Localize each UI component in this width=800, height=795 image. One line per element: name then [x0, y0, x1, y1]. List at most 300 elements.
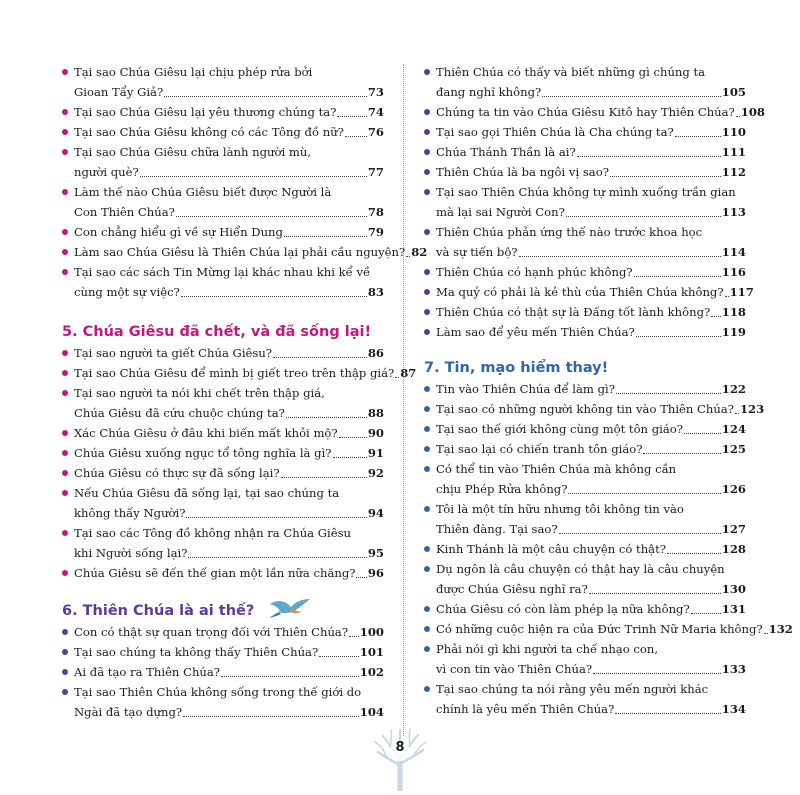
dot-leader — [406, 256, 410, 257]
toc-entry-title: Làm sao để yêu mến Thiên Chúa? — [436, 325, 635, 339]
bullet-icon — [424, 566, 430, 572]
toc-page-number: 95 — [367, 546, 384, 560]
bullet-icon — [62, 390, 68, 396]
toc-entry-line — [436, 202, 746, 222]
toc-entry[interactable] — [424, 302, 746, 322]
toc-entry[interactable] — [62, 662, 384, 682]
toc-entry-title: Tin vào Thiên Chúa để làm gì? — [436, 382, 615, 396]
page-number: 8 — [395, 740, 405, 755]
bullet-icon — [62, 490, 68, 496]
toc-entry[interactable] — [424, 459, 746, 499]
dot-leader — [725, 296, 729, 297]
toc-entry-title: Ai đã tạo ra Thiên Chúa? — [74, 665, 221, 679]
toc-page-number: 76 — [367, 125, 384, 139]
dot-leader — [559, 533, 721, 534]
toc-entry-title: Tại sao người ta nói khi chết trên thập giá, — [74, 386, 325, 400]
bullet-icon — [424, 69, 430, 75]
dot-leader — [319, 656, 359, 657]
toc-entry-title: Thiên đàng. Tại sao? — [436, 522, 558, 536]
dot-leader — [221, 676, 359, 677]
toc-entry-line — [74, 142, 384, 162]
dot-leader — [349, 636, 359, 637]
bullet-icon — [62, 470, 68, 476]
toc-page-number: 100 — [359, 625, 384, 639]
toc-entry[interactable] — [62, 483, 384, 523]
toc-entry[interactable] — [62, 182, 384, 222]
toc-entry-line — [436, 539, 746, 559]
toc-entry-title: không thấy Người? — [74, 506, 186, 520]
toc-page-number: 94 — [367, 506, 384, 520]
toc-entry-title: Tại sao có những người không tin vào Thiên Chúa? — [436, 402, 734, 416]
toc-entry-line — [436, 599, 746, 619]
toc-page-number: 126 — [721, 482, 746, 496]
toc-entry-title: Tại sao Thiên Chúa không tự mình xuống trần gian — [436, 185, 736, 199]
toc-entry[interactable] — [424, 379, 746, 399]
right-column — [424, 62, 793, 719]
toc-entry-line — [74, 282, 384, 302]
toc-entry[interactable] — [62, 443, 384, 463]
toc-page-number: 125 — [721, 442, 746, 456]
toc-entry[interactable] — [62, 642, 384, 662]
dot-leader — [616, 393, 721, 394]
section-7-title: 7. Tin, mạo hiểm thay! — [424, 360, 609, 376]
dot-leader — [736, 116, 740, 117]
toc-entry[interactable] — [62, 463, 384, 483]
toc-entry-line — [436, 102, 765, 122]
toc-page-number: 101 — [359, 645, 384, 659]
bullet-icon — [62, 189, 68, 195]
dot-leader — [615, 713, 721, 714]
dot-leader — [164, 96, 367, 97]
dot-leader — [356, 577, 366, 578]
toc-entry-line — [74, 222, 384, 242]
dot-leader — [183, 716, 359, 717]
dot-leader — [684, 433, 721, 434]
toc-entry-title: Làm sao Chúa Giêsu là Thiên Chúa lại phải cầu nguyện? — [74, 245, 406, 259]
toc-page-number: 104 — [359, 705, 384, 719]
toc-entry-title: Chúa Thánh Thần là ai? — [436, 145, 576, 159]
toc-entry-line — [74, 443, 384, 463]
dot-leader — [636, 336, 721, 337]
toc-entry-title: Gioan Tẩy Giả? — [74, 85, 164, 99]
toc-entry-line — [74, 62, 384, 82]
toc-entry-line — [74, 622, 384, 642]
bullet-icon — [62, 269, 68, 275]
toc-entry-title: Tại sao Thiên Chúa không sống trong thế giới do — [74, 685, 362, 699]
toc-entry[interactable] — [62, 122, 384, 142]
toc-entry[interactable] — [62, 682, 384, 722]
toc-entry[interactable] — [424, 639, 746, 679]
toc-entry-line — [436, 499, 746, 519]
toc-entry[interactable] — [62, 222, 384, 242]
toc-entry-title: Dụ ngôn là câu chuyện có thật hay là câu chuyện — [436, 562, 725, 576]
dot-leader — [764, 633, 768, 634]
dot-leader — [643, 453, 720, 454]
dot-leader — [566, 216, 721, 217]
toc-entry-line — [74, 122, 384, 142]
toc-page-number: 88 — [367, 406, 384, 420]
toc-entry-title: Tại sao gọi Thiên Chúa là Cha chúng ta? — [436, 125, 674, 139]
toc-list-section-6 — [62, 622, 384, 722]
toc-entry[interactable] — [424, 182, 746, 222]
bullet-icon — [62, 530, 68, 536]
toc-entry-line — [74, 642, 384, 662]
dot-leader — [395, 377, 399, 378]
toc-entry-line — [436, 519, 746, 539]
toc-page-number: 122 — [721, 382, 746, 396]
toc-entry-line — [74, 383, 384, 403]
dot-leader — [711, 316, 721, 317]
dot-leader — [675, 136, 721, 137]
bullet-icon — [424, 506, 430, 512]
toc-entry-title: Ngài đã tạo dựng? — [74, 705, 183, 719]
toc-entry-title: chịu Phép Rửa không? — [436, 482, 568, 496]
toc-entry-title: Kinh Thánh là một câu chuyện có thật? — [436, 542, 666, 556]
dot-leader — [577, 156, 721, 157]
bullet-icon — [424, 269, 430, 275]
toc-entry-title: Thiên Chúa phản ứng thế nào trước khoa học — [436, 225, 703, 239]
toc-entry-line — [436, 182, 746, 202]
bullet-icon — [424, 109, 430, 115]
toc-entry-line — [74, 563, 384, 583]
dot-leader — [589, 593, 721, 594]
toc-page-number: 83 — [367, 285, 384, 299]
toc-page-number: 73 — [367, 85, 384, 99]
toc-page-number: 91 — [367, 446, 384, 460]
tree-icon — [370, 728, 430, 791]
toc-page-number: 87 — [400, 366, 417, 380]
toc-entry-line — [436, 262, 746, 282]
bullet-icon — [424, 386, 430, 392]
toc-page-number: 132 — [768, 622, 793, 636]
toc-entry-title: khi Người sống lại? — [74, 546, 188, 560]
section-6-heading — [62, 603, 384, 619]
toc-entry-title: mà lại sai Người Con? — [436, 205, 565, 219]
dot-leader — [273, 357, 367, 358]
toc-entry-line — [436, 302, 746, 322]
dot-leader — [186, 517, 366, 518]
toc-entry-title: Con Thiên Chúa? — [74, 205, 175, 219]
toc-entry-line — [436, 222, 746, 242]
dot-leader — [593, 673, 721, 674]
bullet-icon — [62, 570, 68, 576]
toc-entry-title: Ma quỷ có phải là kẻ thù của Thiên Chúa không? — [436, 285, 724, 299]
toc-page-number: 112 — [721, 165, 746, 179]
bullet-icon — [62, 129, 68, 135]
toc-entry[interactable] — [424, 499, 746, 539]
toc-entry-title: chính là yêu mến Thiên Chúa? — [436, 702, 615, 716]
column-divider — [403, 64, 404, 736]
bullet-icon — [62, 249, 68, 255]
toc-page-number: 102 — [359, 665, 384, 679]
toc-entry-title: Làm thế nào Chúa Giêsu biết được Người là — [74, 185, 332, 199]
toc-entry[interactable] — [424, 539, 746, 559]
toc-entry-line — [436, 242, 746, 262]
section-5-title: 5. Chúa Giêsu đã chết, và đã sống lại! — [62, 324, 372, 340]
toc-entry-line — [74, 423, 384, 443]
toc-entry[interactable] — [424, 679, 746, 719]
toc-entry-line — [436, 579, 746, 599]
toc-entry-line — [436, 142, 746, 162]
dot-leader — [284, 236, 367, 237]
toc-page-number: 130 — [721, 582, 746, 596]
bullet-icon — [62, 649, 68, 655]
dot-leader — [281, 477, 367, 478]
toc-entry[interactable] — [62, 102, 384, 122]
toc-entry[interactable] — [62, 343, 384, 363]
toc-entry-title: Con chẳng hiểu gì về sự Hiển Dung — [74, 225, 283, 239]
toc-entry[interactable] — [424, 142, 746, 162]
toc-entry[interactable] — [62, 423, 384, 443]
toc-entry-line — [74, 242, 428, 262]
bullet-icon — [424, 446, 430, 452]
toc-entry-title: Thiên Chúa có thấy và biết những gì chúng ta — [436, 65, 706, 79]
toc-entry-title: Tại sao chúng ta không thấy Thiên Chúa? — [74, 645, 319, 659]
toc-entry-title: Tại sao các Tông đồ không nhận ra Chúa Giêsu — [74, 526, 352, 540]
page-number-badge — [370, 728, 430, 791]
bullet-icon — [424, 406, 430, 412]
bullet-icon — [62, 229, 68, 235]
toc-entry-title: Chúa Giêsu sẽ đến thế gian một lần nữa chăng? — [74, 566, 356, 580]
toc-entry-title: Tôi là một tín hữu nhưng tôi không tin vào — [436, 502, 684, 516]
toc-page-number: 123 — [739, 402, 765, 416]
bullet-icon — [424, 466, 430, 472]
toc-page-number: 96 — [367, 566, 384, 580]
toc-entry-line — [74, 202, 384, 222]
toc-entry-title: Tại sao người ta giết Chúa Giêsu? — [74, 346, 273, 360]
toc-entry-line — [74, 403, 384, 423]
toc-entry-line — [436, 82, 746, 102]
bullet-icon — [424, 289, 430, 295]
toc-entry-title: Tại sao Chúa Giêsu không có các Tông đồ nữ? — [74, 125, 344, 139]
bullet-icon — [424, 129, 430, 135]
bullet-icon — [424, 309, 430, 315]
toc-page-number: 86 — [367, 346, 384, 360]
toc-entry[interactable] — [62, 262, 384, 302]
toc-page-number: 108 — [740, 105, 765, 119]
dot-leader — [610, 176, 721, 177]
dot-leader — [735, 413, 739, 414]
toc-entry-title: Chúa Giêsu đã cứu chuộc chúng ta? — [74, 406, 285, 420]
toc-entry-title: được Chúa Giêsu nghĩ ra? — [436, 582, 588, 596]
dot-leader — [568, 493, 720, 494]
toc-entry-line — [436, 282, 754, 302]
section-6-title: 6. Thiên Chúa là ai thế? — [62, 603, 255, 619]
bullet-icon — [62, 430, 68, 436]
toc-entry-line — [74, 503, 384, 523]
toc-page-number: 82 — [411, 245, 428, 259]
toc-page-number: 79 — [367, 225, 384, 239]
toc-entry-line — [74, 262, 384, 282]
dot-leader — [333, 457, 367, 458]
toc-entry-title: Tại sao các sách Tin Mừng lại khác nhau khi kể về — [74, 265, 371, 279]
toc-entry-line — [436, 459, 746, 479]
toc-entry[interactable] — [62, 62, 384, 102]
toc-entry-title: đang nghĩ không? — [436, 85, 542, 99]
toc-list-section-7 — [424, 379, 793, 719]
toc-page-number: 110 — [721, 125, 746, 139]
toc-entry-title: Thiên Chúa có thật sự là Đấng tốt lành không? — [436, 305, 711, 319]
toc-entry-title: vì con tin vào Thiên Chúa? — [436, 662, 593, 676]
toc-entry[interactable] — [424, 322, 746, 342]
toc-entry[interactable] — [424, 282, 754, 302]
toc-entry-line — [436, 639, 746, 659]
bullet-icon — [424, 606, 430, 612]
toc-entry-title: Tại sao Chúa Giêsu để mình bị giết treo trên thập giá? — [74, 366, 395, 380]
bullet-icon — [424, 229, 430, 235]
dot-leader — [667, 553, 721, 554]
bullet-icon — [424, 686, 430, 692]
toc-entry[interactable] — [424, 62, 746, 102]
toc-entry-line — [436, 479, 746, 499]
toc-page-number: 77 — [367, 165, 384, 179]
bullet-icon — [424, 169, 430, 175]
toc-entry[interactable] — [424, 122, 746, 142]
toc-page-number: 113 — [721, 205, 746, 219]
toc-entry-line — [74, 102, 384, 122]
toc-entry-line — [436, 322, 746, 342]
dot-leader — [542, 96, 721, 97]
toc-list-continued-right — [424, 62, 765, 342]
bullet-icon — [424, 189, 430, 195]
bird-icon — [268, 595, 312, 619]
toc-entry-line — [74, 182, 384, 202]
bullet-icon — [62, 109, 68, 115]
toc-entry-line — [436, 679, 746, 699]
toc-entry-title: cùng một sự việc? — [74, 285, 180, 299]
toc-entry-line — [436, 62, 746, 82]
toc-page-number: 92 — [367, 466, 384, 480]
dot-leader — [345, 136, 367, 137]
toc-entry-title: và sự tiến bộ? — [436, 245, 518, 259]
toc-page-number: 128 — [721, 542, 746, 556]
toc-entry[interactable] — [62, 563, 384, 583]
toc-entry-title: Chúa Giêsu xuống ngục tổ tông nghĩa là gì? — [74, 446, 332, 460]
toc-page-number: 116 — [721, 265, 746, 279]
toc-entry[interactable] — [62, 523, 384, 563]
toc-entry-title: Tại sao chúng ta nói rằng yêu mến người khác — [436, 682, 709, 696]
toc-entry-title: Xác Chúa Giêsu ở đâu khi biến mất khỏi mộ? — [74, 426, 338, 440]
toc-entry-line — [436, 699, 746, 719]
toc-entry[interactable] — [424, 222, 746, 262]
toc-entry[interactable] — [424, 102, 765, 122]
toc-entry-title: Phải nói gì khi người ta chế nhạo con, — [436, 642, 659, 656]
toc-entry[interactable] — [424, 599, 746, 619]
toc-page-number: 74 — [367, 105, 384, 119]
toc-entry-line — [436, 559, 746, 579]
bullet-icon — [62, 450, 68, 456]
toc-entry-line — [436, 659, 746, 679]
toc-entry-line — [74, 82, 384, 102]
toc-entry-line — [74, 662, 384, 682]
dot-leader — [337, 116, 366, 117]
toc-page-number: 111 — [721, 145, 746, 159]
bullet-icon — [62, 669, 68, 675]
toc-page-number: 117 — [729, 285, 754, 299]
toc-entry[interactable] — [424, 439, 746, 459]
bullet-icon — [424, 646, 430, 652]
toc-page-number: 90 — [367, 426, 384, 440]
toc-entry[interactable] — [424, 419, 746, 439]
toc-entry-title: Có thể tin vào Thiên Chúa mà không cần — [436, 462, 677, 476]
toc-entry-title: Thiên Chúa có hạnh phúc không? — [436, 265, 633, 279]
toc-entry-title: Chúa Giêsu có còn làm phép lạ nữa không? — [436, 602, 690, 616]
toc-entry[interactable] — [62, 363, 417, 383]
toc-page-number: 105 — [721, 85, 746, 99]
toc-entry-title: Nếu Chúa Giêsu đã sống lại, tại sao chúng ta — [74, 486, 340, 500]
bullet-icon — [62, 629, 68, 635]
toc-list-section-5 — [62, 343, 417, 583]
bullet-icon — [62, 350, 68, 356]
toc-entry-line — [74, 343, 384, 363]
toc-entry-title: Thiên Chúa là ba ngôi vị sao? — [436, 165, 609, 179]
toc-entry[interactable] — [424, 619, 793, 639]
toc-entry-line — [436, 162, 746, 182]
dot-leader — [519, 256, 721, 257]
toc-entry-title: Có những cuộc hiện ra của Đức Trinh Nữ Maria không? — [436, 622, 763, 636]
toc-entry-line — [436, 379, 746, 399]
toc-entry[interactable] — [62, 622, 384, 642]
toc-entry[interactable] — [62, 142, 384, 182]
toc-entry-line — [74, 682, 384, 702]
toc-page-number: 134 — [721, 702, 746, 716]
toc-entry-line — [436, 619, 793, 639]
dot-leader — [634, 276, 721, 277]
bullet-icon — [424, 329, 430, 335]
toc-entry-line — [436, 439, 746, 459]
toc-page-number: 114 — [721, 245, 746, 259]
toc-entry-title: người què? — [74, 165, 139, 179]
toc-entry-line — [74, 523, 384, 543]
dot-leader — [188, 557, 366, 558]
bullet-icon — [424, 546, 430, 552]
toc-entry[interactable] — [424, 559, 746, 599]
toc-entry-line — [74, 483, 384, 503]
toc-entry[interactable] — [62, 242, 428, 262]
dot-leader — [176, 216, 367, 217]
toc-entry[interactable] — [424, 399, 765, 419]
toc-entry[interactable] — [424, 262, 746, 282]
toc-entry-line — [436, 419, 746, 439]
toc-entry-line — [436, 399, 765, 419]
toc-page-number: 127 — [721, 522, 746, 536]
toc-entry[interactable] — [62, 383, 384, 423]
toc-entry[interactable] — [424, 162, 746, 182]
toc-entry-title: Con có thật sự quan trọng đối với Thiên Chúa? — [74, 625, 349, 639]
toc-page-number: 124 — [721, 422, 746, 436]
toc-entry-title: Tại sao Chúa Giêsu lại yêu thương chúng ta? — [74, 105, 337, 119]
toc-page-number: 119 — [721, 325, 746, 339]
toc-list-continued-left — [62, 62, 428, 302]
bullet-icon — [424, 149, 430, 155]
toc-page-number: 131 — [721, 602, 746, 616]
bullet-icon — [62, 689, 68, 695]
toc-entry-title: Tại sao thế giới không cùng một tôn giáo? — [436, 422, 683, 436]
bullet-icon — [62, 370, 68, 376]
toc-page-number: 78 — [367, 205, 384, 219]
toc-entry-line — [74, 702, 384, 722]
toc-entry-title: Chúng ta tin vào Chúa Giêsu Kitô hay Thiên Chúa? — [436, 105, 735, 119]
toc-entry-line — [74, 162, 384, 182]
dot-leader — [286, 417, 367, 418]
toc-entry-line — [74, 543, 384, 563]
toc-entry-title: Chúa Giêsu có thực sự đã sống lại? — [74, 466, 280, 480]
toc-page-number: 133 — [721, 662, 746, 676]
bullet-icon — [62, 69, 68, 75]
left-column — [62, 62, 428, 722]
dot-leader — [339, 437, 367, 438]
dot-leader — [181, 296, 367, 297]
